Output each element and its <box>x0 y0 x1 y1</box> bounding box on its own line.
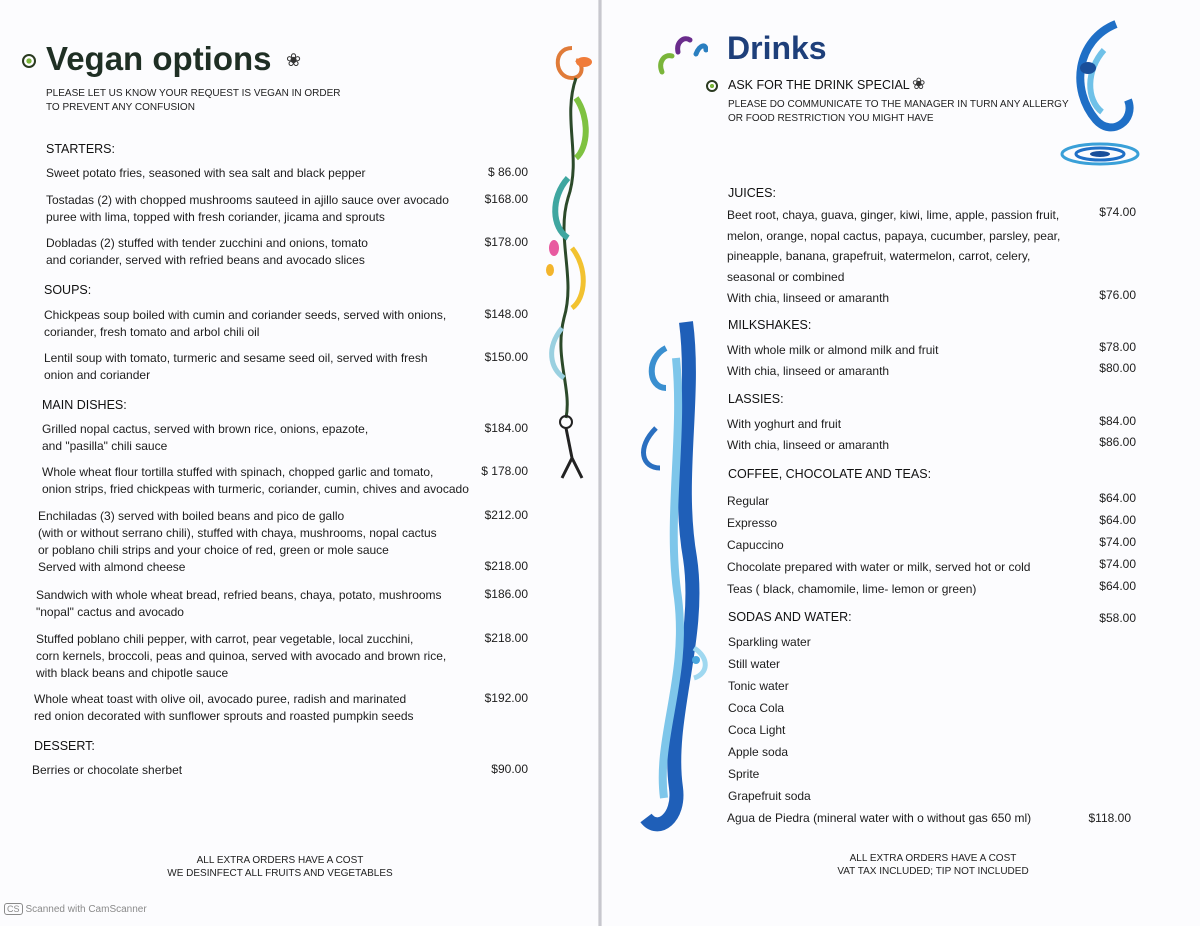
milkshakes-item <box>727 340 938 361</box>
soda-item: Still water <box>728 657 781 671</box>
milkshakes-heading: MILKSHAKES: <box>728 318 812 332</box>
mains-item <box>38 508 437 559</box>
juices-item <box>727 205 1060 288</box>
item-text: Teas ( black, chamomile, lime- lemon or green) <box>727 582 977 596</box>
item-text: Sweet potato fries, seasoned with sea salt and black pepper <box>46 166 366 180</box>
soups-item <box>44 307 446 341</box>
sodas-heading: SODAS AND WATER: <box>728 610 852 624</box>
vegan-note: PLEASE LET US KNOW YOUR REQUEST IS VEGAN IN ORDER TO PREVENT ANY CONFUSION <box>46 88 341 113</box>
water-drop-decoration-icon <box>1056 20 1146 170</box>
camscanner-logo: CS <box>4 903 23 915</box>
lassies-price: $86.00 <box>1099 435 1136 449</box>
milkshakes-price: $78.00 <box>1099 340 1136 354</box>
coffee-item <box>727 557 1030 578</box>
item-text: or poblano chili strips and your choice of red, green or mole sauce <box>38 543 389 557</box>
vine-decoration-icon <box>532 38 598 498</box>
soups-price: $150.00 <box>484 350 528 364</box>
lassies-item <box>727 414 841 435</box>
drink-special: ASK FOR THE DRINK SPECIAL <box>728 78 910 92</box>
item-text: Served with almond cheese <box>38 560 186 574</box>
item-text: and "pasilla" chili sauce <box>42 439 168 453</box>
lassies-item <box>727 435 889 456</box>
mains-item <box>38 559 185 576</box>
mains-item <box>42 421 368 455</box>
item-text: corn kernels, broccoli, peas and quinoa, served with avocado and brown rice, <box>36 649 447 663</box>
soda-item: Coca Cola <box>728 701 785 715</box>
item-text: and coriander, served with refried beans and avocado slices <box>46 253 365 267</box>
item-text: Whole wheat flour tortilla stuffed with spinach, chopped garlic and tomato, <box>42 465 434 479</box>
soda-item: Apple soda <box>728 745 789 759</box>
dessert-heading: DESSERT: <box>34 739 95 753</box>
coffee-price: $64.00 <box>1099 491 1136 505</box>
item-text: With whole milk or almond milk and fruit <box>727 343 939 357</box>
mains-price: $186.00 <box>484 587 528 601</box>
item-text: seasonal or combined <box>727 270 845 285</box>
starters-item <box>46 165 366 182</box>
coffee-item <box>727 513 777 534</box>
item-text: Chocolate prepared with water or milk, served hot or cold <box>727 560 1031 574</box>
item-text: coriander, fresh tomato and arbol chili oil <box>44 325 260 339</box>
drinks-title: Drinks <box>727 30 827 66</box>
scanner-text: Scanned with CamScanner <box>25 904 147 915</box>
circle-bullet-icon <box>706 80 718 92</box>
item-text: With chia, linseed or amaranth <box>727 438 890 452</box>
starters-item <box>46 235 368 269</box>
item-text: onion and coriander <box>44 368 151 382</box>
item-text: With chia, linseed or amaranth <box>727 291 890 305</box>
sprig-icon: ❀ <box>286 50 302 70</box>
item-text: melon, orange, nopal cactus, papaya, cucumber, parsley, pear, <box>727 228 1061 243</box>
coffee-price: $74.00 <box>1099 557 1136 571</box>
drinks-footer: ALL EXTRA ORDERS HAVE A COST VAT TAX INCLUDED; TIP NOT INCLUDED <box>837 853 1029 877</box>
item-text: Regular <box>727 494 770 508</box>
item-text: Sandwich with whole wheat bread, refried beans, chaya, potato, mushrooms <box>36 588 442 602</box>
item-text: pineapple, banana, grapefruit, watermelon, carrot, celery, <box>727 249 1031 264</box>
item-text: Capuccino <box>727 538 784 552</box>
item-text: With yoghurt and fruit <box>727 417 842 431</box>
vegan-options-title: Vegan options <box>46 40 272 77</box>
item-text: Enchiladas (3) served with boiled beans and pico de gallo <box>38 509 345 523</box>
mains-item <box>36 631 446 682</box>
page-fold <box>598 0 602 926</box>
item-text: with black beans and chipotle sauce <box>36 666 229 680</box>
starters-price: $168.00 <box>484 192 528 206</box>
soups-price: $148.00 <box>484 307 528 321</box>
item-text: Grilled nopal cactus, served with brown rice, onions, epazote, <box>42 422 369 436</box>
coffee-price: $64.00 <box>1099 513 1136 527</box>
mains-item <box>42 464 469 498</box>
juices-heading: JUICES: <box>728 186 776 200</box>
lassies-heading: LASSIES: <box>728 392 784 406</box>
item-text: Tostadas (2) with chopped mushrooms sauteed in ajillo sauce over avocado <box>46 193 449 207</box>
mains-price: $ 178.00 <box>481 464 528 478</box>
coffee-item <box>727 535 784 556</box>
mains-price: $184.00 <box>484 421 528 435</box>
starters-price: $178.00 <box>484 235 528 249</box>
item-text: Stuffed poblano chili pepper, with carrot, pear vegetable, local zucchini, <box>36 632 414 646</box>
sprig-icon: ❀ <box>912 76 926 93</box>
coffee-heading: COFFEE, CHOCOLATE AND TEAS: <box>728 467 932 481</box>
item-text: (with or without serrano chili), stuffed with chaya, mushrooms, nopal cactus <box>38 526 437 540</box>
item-text: Dobladas (2) stuffed with tender zucchini and onions, tomato <box>46 236 368 250</box>
agua-de-piedra-price: $118.00 <box>1088 811 1131 825</box>
circle-bullet-icon <box>22 54 36 68</box>
soda-item: Grapefruit soda <box>728 789 811 803</box>
item-text: Berries or chocolate sherbet <box>32 763 183 777</box>
soups-heading: SOUPS: <box>44 283 92 297</box>
juices-price: $76.00 <box>1099 288 1136 302</box>
soda-item: Coca Light <box>728 723 786 737</box>
starters-heading: STARTERS: <box>46 142 115 156</box>
item-text: Whole wheat toast with olive oil, avocado puree, radish and marinated <box>34 692 407 706</box>
item-text: Beet root, chaya, guava, ginger, kiwi, lime, apple, passion fruit, <box>727 208 1060 222</box>
dessert-price: $90.00 <box>491 762 528 776</box>
item-text: Chickpeas soup boiled with cumin and coriander seeds, served with onions, <box>44 308 447 322</box>
dessert-item <box>32 762 182 779</box>
item-text: With chia, linseed or amaranth <box>727 364 890 378</box>
mains-price: $212.00 <box>484 508 528 522</box>
item-text: "nopal" cactus and avocado <box>36 605 184 619</box>
milkshakes-price: $80.00 <box>1099 361 1136 375</box>
item-text: onion strips, fried chickpeas with turmeric, coriander, cumin, chives and avocado <box>42 482 469 496</box>
coffee-price: $64.00 <box>1099 579 1136 593</box>
coffee-item <box>727 579 976 600</box>
wave-decoration-icon <box>636 318 716 838</box>
mains-item <box>34 691 414 725</box>
item-text: Expresso <box>727 516 778 530</box>
starters-price: $ 86.00 <box>487 165 528 179</box>
starters-item <box>46 192 449 226</box>
item-text: puree with lima, topped with fresh coriander, jicama and sprouts <box>46 210 385 224</box>
coffee-item <box>727 491 769 512</box>
scanner-watermark <box>4 903 147 915</box>
vegan-footer: ALL EXTRA ORDERS HAVE A COST WE DESINFECT ALL FRUITS AND VEGETABLES <box>167 855 393 879</box>
sodas-price: $58.00 <box>1099 611 1136 625</box>
mains-price: $192.00 <box>484 691 528 705</box>
soda-item: Tonic water <box>728 679 789 693</box>
mains-price: $218.00 <box>484 559 528 573</box>
mains-price: $218.00 <box>484 631 528 645</box>
allergy-note: PLEASE DO COMMUNICATE TO THE MANAGER IN TURN ANY ALLERGY OR FOOD RESTRICTION YOU MIGHT HAVE <box>728 99 1069 124</box>
lassies-price: $84.00 <box>1099 414 1136 428</box>
soda-item: Sparkling water <box>728 635 811 649</box>
coffee-price: $74.00 <box>1099 535 1136 549</box>
soups-item <box>44 350 428 384</box>
mains-heading: MAIN DISHES: <box>42 398 127 412</box>
milkshakes-item <box>727 361 889 382</box>
item-text: red onion decorated with sunflower sprouts and roasted pumpkin seeds <box>34 709 414 723</box>
soda-item: Sprite <box>728 767 760 781</box>
mains-item <box>36 587 442 621</box>
item-text: Lentil soup with tomato, turmeric and sesame seed oil, served with fresh <box>44 351 428 365</box>
splash-icon <box>656 32 708 76</box>
juices-item <box>727 288 889 309</box>
juices-price: $74.00 <box>1099 205 1136 219</box>
agua-de-piedra-item: Agua de Piedra (mineral water with o without gas 650 ml) <box>727 811 1032 825</box>
